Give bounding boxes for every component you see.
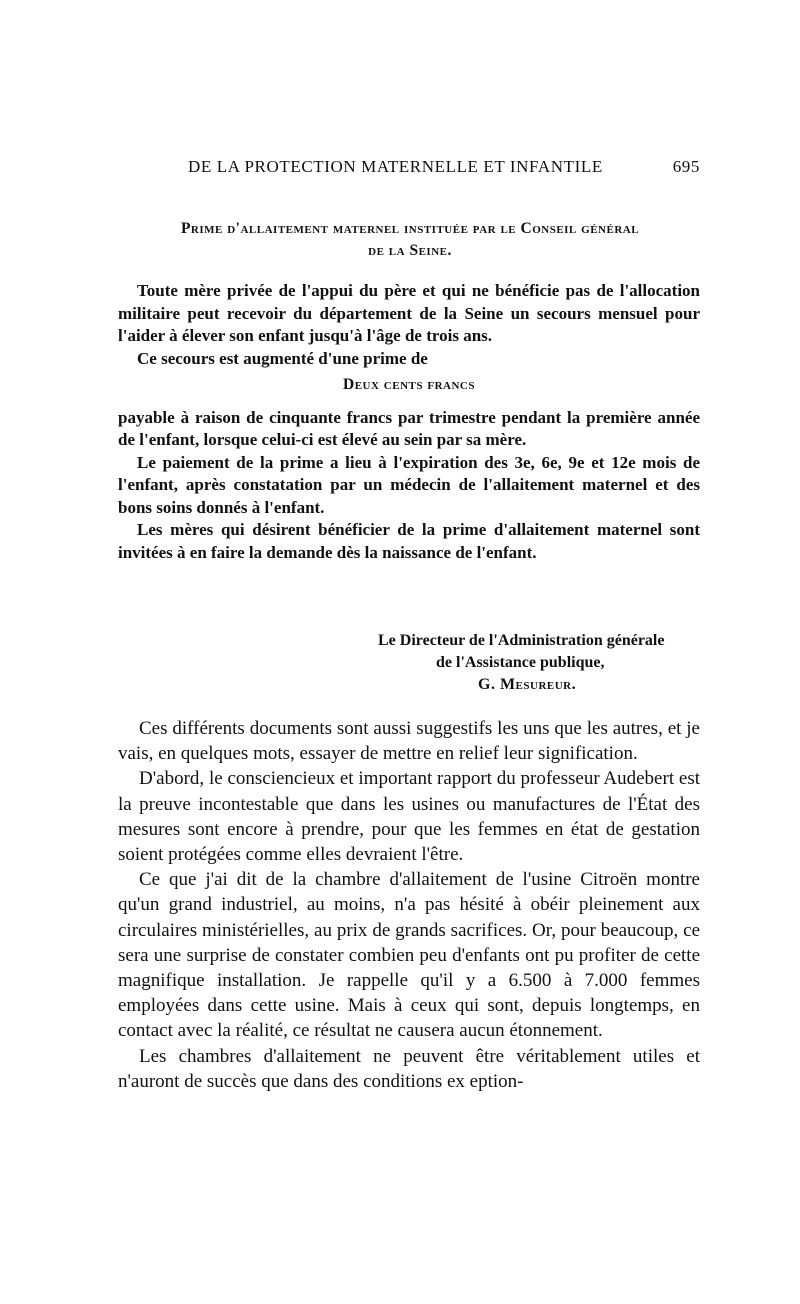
page-number: 695 [672, 157, 700, 176]
notice-paragraph: Toute mère privée de l'appui du père et qui ne bénéficie pas de l'allocation militaire peut recevoir du département de la Seine un secours mensuel pour l'aider à élever son enfant jusqu'à l'âge de trois ans. [118, 281, 700, 345]
section-heading-line1: Prime d'allaitement maternel instituée par le Conseil général [180, 220, 640, 237]
notice-paragraph: Les mères qui désirent bénéficier de la prime d'allaitement maternel sont invitées à en faire la demande dès la naissance de l'enfant. [118, 520, 700, 562]
signature-name: G. Mesureur. [478, 676, 577, 693]
body-text [118, 716, 700, 1094]
running-title: DE LA PROTECTION MATERNELLE ET INFANTILE [188, 157, 603, 176]
signature-office: de l'Assistance publique, [436, 654, 605, 671]
notice-amount: Deux cents francs [343, 376, 475, 393]
section-heading-line2: de la Seine. [368, 242, 452, 259]
prefecture-notice [118, 280, 700, 564]
body-paragraph: Les chambres d'allaitement ne peuvent être véritablement utiles et n'auront de succès que dans des conditions ex eption- [118, 1045, 700, 1092]
signature-block [300, 630, 700, 696]
body-paragraph: Ces différents documents sont aussi suggestifs les uns que les autres, et je vais, en quelques mots, essayer de mettre en relief leur signification. [118, 718, 700, 765]
body-paragraph: D'abord, le consciencieux et important rapport du professeur Audebert est la preuve incontestable que dans les usines ou manufactures de l'État des mesures sont encore à prendre, pour que les femmes en état de gestation soient protégées comme elles devraient l'être. [118, 768, 700, 866]
section-heading [120, 218, 700, 262]
notice-paragraph: payable à raison de cinquante francs par trimestre pendant la première année de l'enfant, lorsque celui-ci est élevé au sein par sa mère. [118, 407, 700, 449]
body-paragraph: Ce que j'ai dit de la chambre d'allaitement de l'usine Citroën montre qu'un grand industriel, au moins, n'a pas hésité à obéir pleinement aux circulaires ministérielles, au prix de grands sacrifices. Or, pour beaucoup, ce sera une surprise de constater combien peu d'enfants ont pu profiter de cette magnifique installation. Je rappelle qu'il y a 6.500 à 7.000 femmes employées dans cette usine. Mais à ceux qui sont, depuis longtemps, en contact avec la réalité, ce résultat ne causera aucun étonnement. [118, 869, 700, 1042]
notice-paragraph: Ce secours est augmenté d'une prime de [137, 348, 428, 368]
notice-paragraph: Le paiement de la prime a lieu à l'expiration des 3e, 6e, 9e et 12e mois de l'enfant, après constatation par un médecin de l'allaitement maternel et des bons soins donnés à l'enfant. [118, 452, 700, 517]
signature-title: Le Directeur de l'Administration générale [378, 632, 665, 649]
